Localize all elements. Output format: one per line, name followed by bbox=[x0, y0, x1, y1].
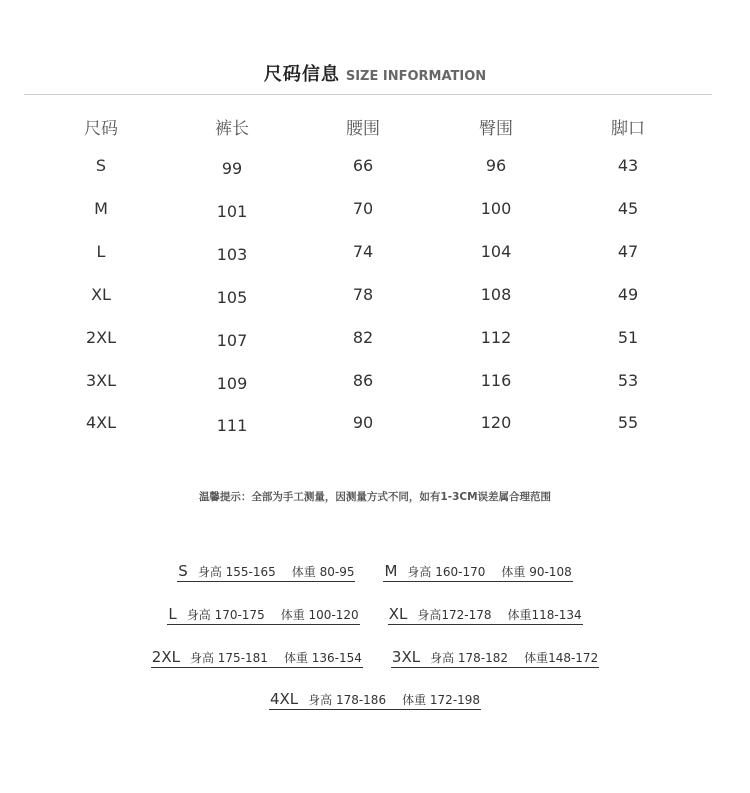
cell-size: XL bbox=[91, 285, 111, 304]
header-length: 裤长 bbox=[215, 119, 249, 139]
fit-height: 身高 178-186 bbox=[308, 693, 387, 707]
fit-weight: 体重 136-154 bbox=[283, 651, 362, 665]
cell-waist: 82 bbox=[352, 328, 374, 347]
cell-size: 2XL bbox=[85, 328, 117, 347]
header-waist: 腰围 bbox=[346, 119, 380, 139]
cell-size: L bbox=[96, 242, 106, 261]
cell-size: S bbox=[95, 156, 107, 175]
cell-length: 107 bbox=[216, 331, 248, 350]
cell-hem: 55 bbox=[617, 413, 639, 432]
fit-height: 身高 175-181 bbox=[189, 651, 268, 665]
fit-item bbox=[388, 605, 583, 625]
fit-item bbox=[151, 648, 363, 668]
fit-size: M bbox=[384, 562, 398, 580]
cell-hip: 116 bbox=[480, 371, 512, 390]
cell-hip: 108 bbox=[480, 285, 512, 304]
cell-size: M bbox=[94, 199, 108, 218]
fit-size: 4XL bbox=[269, 690, 299, 708]
fit-height: 身高 155-165 bbox=[197, 565, 276, 579]
fit-weight: 体重 80-95 bbox=[291, 565, 355, 579]
fit-row bbox=[0, 690, 750, 710]
fit-row bbox=[0, 605, 750, 625]
fit-size: XL bbox=[388, 605, 408, 623]
fit-weight: 体重 90-108 bbox=[501, 565, 572, 579]
cell-length: 103 bbox=[216, 245, 248, 264]
fit-item bbox=[383, 562, 572, 582]
title-cn: 尺码信息 bbox=[263, 64, 340, 85]
cell-waist: 66 bbox=[352, 156, 374, 175]
cell-length: 101 bbox=[216, 202, 248, 221]
cell-hip: 100 bbox=[480, 199, 512, 218]
fit-weight: 体重118-134 bbox=[507, 608, 582, 622]
fit-height: 身高 160-170 bbox=[407, 565, 486, 579]
cell-hip: 96 bbox=[485, 156, 507, 175]
header-hem: 脚口 bbox=[611, 119, 645, 139]
fit-height: 身高 178-182 bbox=[430, 651, 509, 665]
fit-row bbox=[0, 648, 750, 668]
fit-item bbox=[391, 648, 599, 668]
fit-item bbox=[269, 690, 481, 710]
cell-waist: 78 bbox=[352, 285, 374, 304]
cell-hem: 47 bbox=[617, 242, 639, 261]
fit-size: 3XL bbox=[391, 648, 421, 666]
fit-item bbox=[167, 605, 359, 625]
fit-row bbox=[0, 562, 750, 582]
page-title bbox=[0, 60, 750, 86]
fit-height: 身高 170-175 bbox=[186, 608, 265, 622]
header-size: 尺码 bbox=[84, 119, 118, 139]
cell-hip: 112 bbox=[480, 328, 512, 347]
cell-hem: 49 bbox=[617, 285, 639, 304]
cell-hip: 120 bbox=[480, 413, 512, 432]
cell-hip: 104 bbox=[480, 242, 512, 261]
cell-size: 3XL bbox=[85, 371, 117, 390]
fit-weight: 体重148-172 bbox=[524, 651, 599, 665]
cell-waist: 86 bbox=[352, 371, 374, 390]
fit-size: L bbox=[168, 605, 177, 623]
fit-item bbox=[177, 562, 355, 582]
cell-hem: 51 bbox=[617, 328, 639, 347]
cell-waist: 90 bbox=[352, 413, 374, 432]
cell-length: 105 bbox=[216, 288, 248, 307]
cell-length: 99 bbox=[221, 159, 243, 178]
cell-waist: 74 bbox=[352, 242, 374, 261]
fit-size: S bbox=[178, 562, 188, 580]
cell-length: 109 bbox=[216, 374, 248, 393]
fit-weight: 体重 172-198 bbox=[402, 693, 481, 707]
cell-hem: 53 bbox=[617, 371, 639, 390]
measurement-note: 温馨提示：全部为手工测量，因测量方式不同，如有1-3CM误差属合理范围 bbox=[198, 491, 552, 503]
cell-size: 4XL bbox=[85, 413, 117, 432]
fit-weight: 体重 100-120 bbox=[280, 608, 359, 622]
title-en: SIZE INFORMATION bbox=[345, 69, 487, 84]
header-hip: 臀围 bbox=[479, 119, 513, 139]
cell-hem: 45 bbox=[617, 199, 639, 218]
cell-length: 111 bbox=[216, 416, 248, 435]
title-divider bbox=[24, 94, 712, 95]
fit-size: 2XL bbox=[151, 648, 180, 666]
cell-hem: 43 bbox=[617, 156, 639, 175]
fit-height: 身高172-178 bbox=[417, 608, 492, 622]
cell-waist: 70 bbox=[352, 199, 374, 218]
